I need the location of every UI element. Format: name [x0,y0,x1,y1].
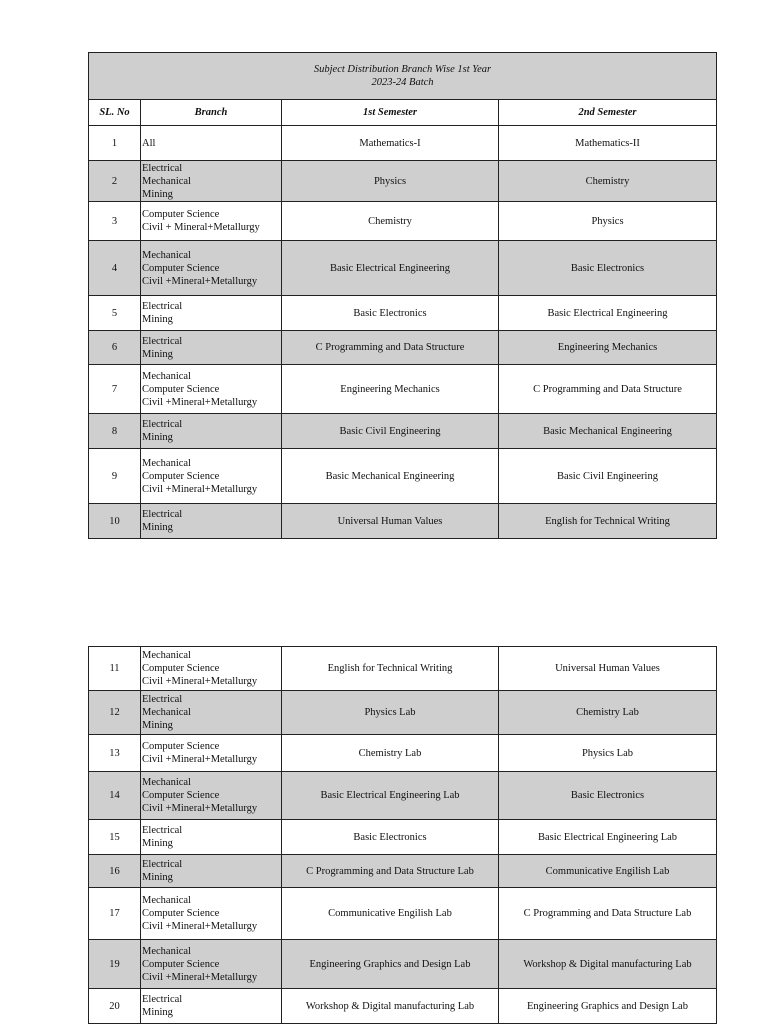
header-branch: Branch [141,100,282,126]
branch-cell [141,449,282,504]
sem2-subject-cell: Engineering Graphics and Design Lab [499,989,717,1024]
sem1-subject-cell: Basic Civil Engineering [282,414,499,449]
branch-name: Mining [142,432,173,443]
sem1-subject-cell: Physics Lab [282,691,499,735]
branch-cell [141,888,282,940]
branch-name: Mining [142,872,173,883]
branch-cell [141,331,282,365]
branch-cell [141,691,282,735]
title-line-2: 2023-24 Batch [371,77,434,88]
branch-name: Civil + Mineral+Metallurgy [142,222,260,233]
sl-no-cell: 17 [89,888,141,940]
branch-cell [141,820,282,855]
subject-distribution-table-continued [88,646,717,1024]
branch-cell [141,772,282,820]
branch-cell [141,296,282,331]
branch-name: Mechanical [142,457,191,469]
sem1-subject-cell: Universal Human Values [282,504,499,539]
header-sl-no: SL. No [89,100,141,126]
branch-name: Mining [142,720,173,731]
branch-name: Mechanical [142,249,191,261]
sem1-subject-cell: Engineering Graphics and Design Lab [282,940,499,989]
table-row [89,449,717,504]
branch-name: Mining [142,348,173,360]
branch-cell [141,414,282,449]
table-row [89,126,717,161]
sl-no-cell: 14 [89,772,141,820]
sem2-subject-cell: Physics [499,202,717,241]
table-row [89,820,717,855]
branch-name: Electrical [142,994,183,1005]
sem1-subject-cell: Basic Mechanical Engineering [282,449,499,504]
sem2-subject-cell: Workshop & Digital manufacturing Lab [499,940,717,989]
table-row [89,735,717,772]
branch-cell [141,202,282,241]
branch-name: Mechanical [142,777,191,788]
sl-no-cell: 11 [89,647,141,691]
sl-no-cell: 4 [89,241,141,296]
table-row [89,296,717,331]
sem1-subject-cell: Chemistry [282,202,499,241]
branch-name: Electrical [142,859,183,870]
sl-no-cell: 2 [89,161,141,202]
header-row [89,100,717,126]
branch-name: Computer Science [142,908,220,919]
table-row [89,241,717,296]
branch-cell [141,504,282,539]
sl-no-cell: 12 [89,691,141,735]
branch-name: Mechanical [142,707,191,718]
branch-name: Electrical [142,335,183,347]
sl-no-cell: 8 [89,414,141,449]
branch-name: Computer Science [142,663,220,674]
sem2-subject-cell: Basic Civil Engineering [499,449,717,504]
table-title [89,53,717,100]
table-row [89,202,717,241]
sem2-subject-cell: Communicative Engilish Lab [499,855,717,888]
table-row [89,647,717,691]
sem1-subject-cell: C Programming and Data Structure [282,331,499,365]
sem1-subject-cell: Chemistry Lab [282,735,499,772]
branch-name: Civil +Mineral+Metallurgy [142,803,258,814]
branch-cell [141,735,282,772]
sem2-subject-cell: Basic Electronics [499,241,717,296]
branch-name: All [142,137,156,149]
sem1-subject-cell: Basic Electrical Engineering Lab [282,772,499,820]
subject-distribution-table [88,52,717,539]
branch-cell [141,647,282,691]
sem2-subject-cell: C Programming and Data Structure Lab [499,888,717,940]
branch-name: Civil +Mineral+Metallurgy [142,676,258,687]
sl-no-cell: 19 [89,940,141,989]
branch-name: Mechanical [142,945,191,957]
sl-no-cell: 6 [89,331,141,365]
branch-cell [141,989,282,1024]
sl-no-cell: 16 [89,855,141,888]
sem1-subject-cell: Physics [282,161,499,202]
table-row [89,772,717,820]
table-row [89,855,717,888]
branch-name: Mining [142,314,173,325]
sem2-subject-cell: Basic Electronics [499,772,717,820]
sl-no-cell: 13 [89,735,141,772]
sem2-subject-cell: Basic Electrical Engineering [499,296,717,331]
header-1st-semester: 1st Semester [282,100,499,126]
branch-name: Civil +Mineral+Metallurgy [142,754,258,765]
sem2-subject-cell: Basic Electrical Engineering Lab [499,820,717,855]
branch-name: Civil +Mineral+Metallurgy [142,971,258,983]
branch-cell [141,855,282,888]
sem2-subject-cell: Engineering Mechanics [499,331,717,365]
sl-no-cell: 7 [89,365,141,414]
branch-name: Civil +Mineral+Metallurgy [142,483,258,495]
sem2-subject-cell: English for Technical Writing [499,504,717,539]
table-row [89,940,717,989]
sem1-subject-cell: Communicative Engilish Lab [282,888,499,940]
branch-name: Mining [142,1007,173,1018]
table-row [89,989,717,1024]
table-row [89,504,717,539]
sem2-subject-cell: Physics Lab [499,735,717,772]
branch-cell [141,161,282,202]
branch-name: Electrical [142,162,183,174]
sl-no-cell: 20 [89,989,141,1024]
table-row [89,691,717,735]
branch-name: Mechanical [142,175,191,187]
sem1-subject-cell: C Programming and Data Structure Lab [282,855,499,888]
sem1-subject-cell: Mathematics-I [282,126,499,161]
branch-name: Mechanical [142,650,191,661]
sem1-subject-cell: Workshop & Digital manufacturing Lab [282,989,499,1024]
branch-name: Computer Science [142,262,220,274]
sem2-subject-cell: C Programming and Data Structure [499,365,717,414]
branch-name: Electrical [142,825,183,836]
sem2-subject-cell: Universal Human Values [499,647,717,691]
table-row [89,888,717,940]
branch-name: Mechanical [142,895,191,906]
branch-name: Electrical [142,509,183,520]
sl-no-cell: 10 [89,504,141,539]
table-row [89,414,717,449]
sem2-subject-cell: Chemistry Lab [499,691,717,735]
branch-name: Computer Science [142,790,220,801]
sl-no-cell: 1 [89,126,141,161]
sem1-subject-cell: Basic Electronics [282,820,499,855]
branch-name: Civil +Mineral+Metallurgy [142,275,258,287]
sem2-subject-cell: Basic Mechanical Engineering [499,414,717,449]
table-row [89,331,717,365]
branch-name: Computer Science [142,470,220,482]
sem1-subject-cell: Basic Electrical Engineering [282,241,499,296]
sl-no-cell: 15 [89,820,141,855]
branch-name: Computer Science [142,383,220,395]
branch-cell [141,940,282,989]
sem2-subject-cell: Mathematics-II [499,126,717,161]
branch-cell [141,365,282,414]
branch-cell [141,241,282,296]
sl-no-cell: 3 [89,202,141,241]
branch-name: Mining [142,838,173,849]
branch-name: Computer Science [142,209,220,220]
sl-no-cell: 9 [89,449,141,504]
branch-name: Mining [142,522,173,533]
branch-name: Electrical [142,694,183,705]
sem1-subject-cell: Basic Electronics [282,296,499,331]
branch-name: Civil +Mineral+Metallurgy [142,396,258,408]
branch-name: Mining [142,188,173,200]
sem1-subject-cell: English for Technical Writing [282,647,499,691]
title-line-1: Subject Distribution Branch Wise 1st Year [313,64,492,75]
sl-no-cell: 5 [89,296,141,331]
header-2nd-semester: 2nd Semester [499,100,717,126]
branch-name: Electrical [142,301,183,312]
table-row [89,365,717,414]
title-row [89,53,717,100]
branch-name: Computer Science [142,958,220,970]
branch-name: Electrical [142,419,183,430]
sem1-subject-cell: Engineering Mechanics [282,365,499,414]
table-row [89,161,717,202]
branch-name: Mechanical [142,370,191,382]
branch-cell [141,126,282,161]
branch-name: Civil +Mineral+Metallurgy [142,921,258,932]
branch-name: Computer Science [142,741,220,752]
sem2-subject-cell: Chemistry [499,161,717,202]
